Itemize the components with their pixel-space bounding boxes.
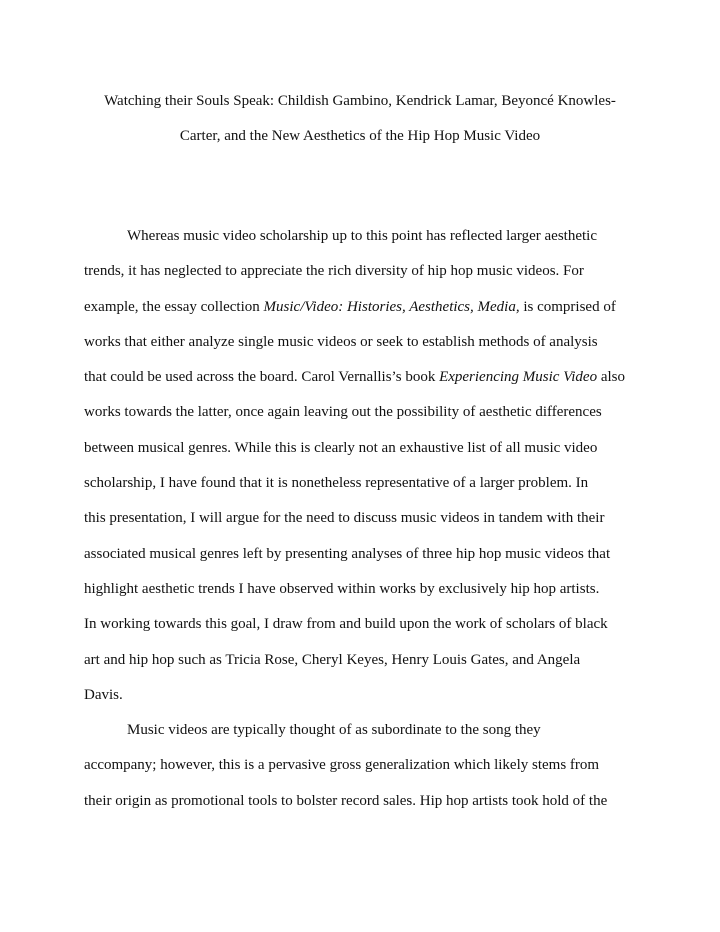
paragraph-line: scholarship, I have found that it is nonetheless representative of a larger problem. In (84, 475, 589, 492)
text-run: also (597, 369, 625, 386)
paragraph-line: their origin as promotional tools to bolster record sales. Hip hop artists took hold of the (84, 792, 608, 809)
book-title-experiencing-music-video: Experiencing Music Video (439, 369, 598, 386)
paragraph-line: Davis. (84, 686, 123, 703)
paragraph-line: trends, it has neglected to appreciate the rich diversity of hip hop music videos. For (84, 263, 584, 280)
paragraph-line: this presentation, I will argue for the need to discuss music videos in tandem with their (84, 510, 605, 527)
text-run: that could be used across the board. Carol Vernallis’s book (84, 369, 440, 386)
paragraph-line: accompany; however, this is a pervasive gross generalization which likely stems from (84, 757, 600, 774)
paragraph-line (84, 360, 644, 395)
paragraph-2 (84, 713, 644, 819)
text-run: is comprised of (519, 298, 616, 315)
title-line-2: Carter, and the New Aesthetics of the Hip Hop Music Video (179, 128, 541, 144)
paragraph-line (84, 290, 644, 325)
document-body (84, 219, 644, 819)
paragraph-line: associated musical genres left by presenting analyses of three hip hop music videos that (84, 545, 611, 562)
document-title (84, 84, 636, 154)
title-line-1: Watching their Souls Speak: Childish Gambino, Kendrick Lamar, Beyoncé Knowles- (104, 93, 616, 109)
paragraph-line: art and hip hop such as Tricia Rose, Cheryl Keyes, Henry Louis Gates, and Angela (84, 651, 581, 668)
paragraph-line: Whereas music video scholarship up to this point has reflected larger aesthetic (127, 228, 597, 244)
text-run: example, the essay collection (84, 298, 264, 315)
paragraph-line: between musical genres. While this is clearly not an exhaustive list of all music video (84, 439, 598, 456)
paragraph-line: In working towards this goal, I draw from and build upon the work of scholars of black (84, 616, 608, 633)
book-title-music-video: Music/Video: Histories, Aesthetics, Media, (263, 298, 520, 315)
paragraph-1 (84, 219, 644, 713)
paragraph-line: Music videos are typically thought of as subordinate to the song they (127, 722, 541, 739)
paragraph-line: works towards the latter, once again leaving out the possibility of aesthetic differences (84, 404, 602, 421)
paragraph-line: highlight aesthetic trends I have observed within works by exclusively hip hop artists. (84, 580, 600, 597)
paragraph-line: works that either analyze single music videos or seek to establish methods of analysis (84, 333, 598, 350)
